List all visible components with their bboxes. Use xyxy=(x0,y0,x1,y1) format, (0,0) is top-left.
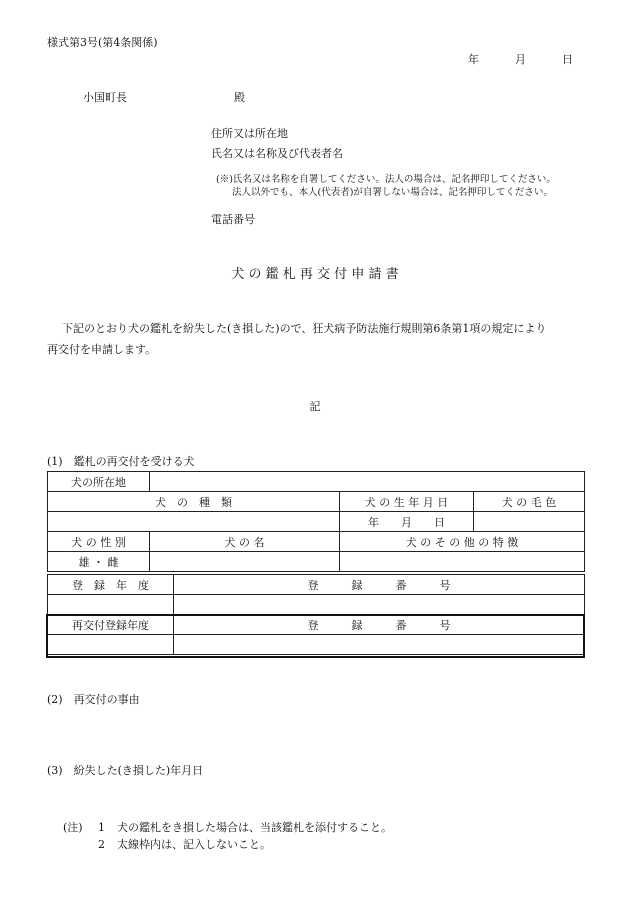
addressee-name: 小国町長 xyxy=(83,91,127,104)
features-label: 犬 の そ の 他 の 特 徴 xyxy=(340,532,585,552)
features-field[interactable] xyxy=(340,552,585,572)
reissue-year-field xyxy=(48,635,174,655)
coat-label: 犬 の 毛 色 xyxy=(474,492,585,512)
registration-table xyxy=(47,574,585,655)
date-year-label: 年 xyxy=(468,53,479,66)
phone-label: 電話番号 xyxy=(211,213,255,226)
page-title: 犬 の 鑑 札 再 交 付 申 請 書 xyxy=(231,267,399,282)
section3-heading: (3) 紛失した(き損した)年月日 xyxy=(47,764,204,777)
addressee-honorific: 殿 xyxy=(234,91,245,104)
note-1-number: 1 xyxy=(98,821,105,834)
location-field[interactable] xyxy=(150,472,585,492)
signature-note-line1: (※)氏名又は名称を自署してください。法人の場合は、記名押印してください。 xyxy=(216,174,556,185)
reg-number-field[interactable] xyxy=(174,595,585,615)
note-1-text: 犬の鑑札をき損した場合は、当該鑑札を添付すること。 xyxy=(117,821,392,834)
reg-year-field[interactable] xyxy=(48,595,174,615)
date-month-label: 月 xyxy=(515,53,526,66)
breed-label: 犬 の 種 類 xyxy=(48,492,340,512)
body-line1: 下記のとおり犬の鑑札を紛失した(き損した)ので、狂犬病予防法施行規則第6条第1項の規定により xyxy=(62,322,547,335)
note-2-text: 太線枠内は、記入しないこと。 xyxy=(117,838,271,851)
form-number: 様式第3号(第4条関係) xyxy=(47,36,158,49)
ki-heading: 記 xyxy=(309,400,321,413)
note-2-number: 2 xyxy=(98,838,105,851)
reissue-number-label: 登 録 番 号 xyxy=(174,615,585,635)
dogname-field[interactable] xyxy=(150,552,340,572)
location-label: 犬の所在地 xyxy=(48,472,150,492)
sex-field[interactable]: 雄 ・ 雌 xyxy=(48,552,150,572)
section2-heading: (2) 再交付の事由 xyxy=(47,693,140,706)
reg-year-label: 登 録 年 度 xyxy=(48,575,174,595)
breed-field[interactable] xyxy=(48,512,340,532)
sex-label: 犬 の 性 別 xyxy=(48,532,150,552)
reg-number-label: 登 録 番 号 xyxy=(174,575,585,595)
body-line2: 再交付を申請します。 xyxy=(47,343,157,356)
coat-field[interactable] xyxy=(474,512,585,532)
notes-label: (注) xyxy=(63,821,83,834)
address-label: 住所又は所在地 xyxy=(211,127,288,140)
date-day-label: 日 xyxy=(562,53,573,66)
reissue-number-field xyxy=(174,635,585,655)
dogname-label: 犬 の 名 xyxy=(150,532,340,552)
dog-info-table xyxy=(47,471,585,572)
name-label: 氏名又は名称及び代表者名 xyxy=(211,147,343,160)
birth-label: 犬 の 生 年 月 日 xyxy=(340,492,474,512)
section1-heading: (1) 鑑札の再交付を受ける犬 xyxy=(47,455,195,468)
signature-note-line2: 法人以外でも、本人(代表者)が自署しない場合は、記名押印してください。 xyxy=(232,187,553,198)
birth-field[interactable]: 年 月 日 xyxy=(340,512,474,532)
reissue-year-label: 再交付登録年度 xyxy=(48,615,174,635)
